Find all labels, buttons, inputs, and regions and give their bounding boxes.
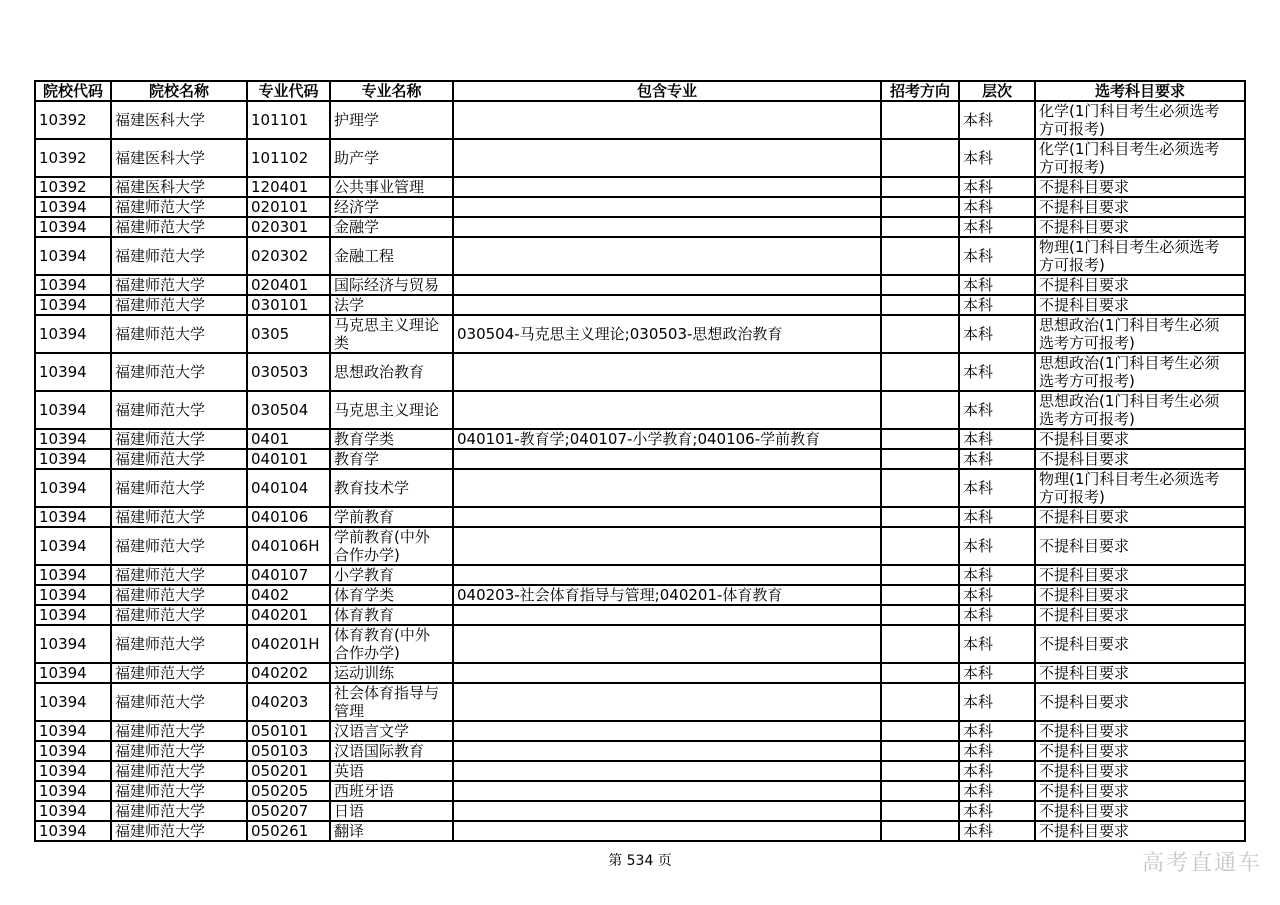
column-header-requirement: 选考科目要求 (1035, 81, 1245, 101)
cell-included_majors (453, 625, 881, 663)
cell-college_code: 10394 (35, 527, 111, 565)
cell-college_name: 福建师范大学 (111, 761, 247, 781)
cell-requirement: 不提科目要求 (1035, 741, 1245, 761)
cell-college_code: 10394 (35, 275, 111, 295)
cell-college_name: 福建师范大学 (111, 565, 247, 585)
table-row (35, 139, 1245, 177)
cell-included_majors (453, 275, 881, 295)
cell-level: 本科 (959, 295, 1035, 315)
cell-level: 本科 (959, 429, 1035, 449)
cell-direction (881, 197, 959, 217)
cell-requirement: 不提科目要求 (1035, 781, 1245, 801)
cell-direction (881, 761, 959, 781)
table-row (35, 801, 1245, 821)
cell-college_name: 福建师范大学 (111, 449, 247, 469)
cell-major_name: 体育学类 (330, 585, 453, 605)
cell-level: 本科 (959, 391, 1035, 429)
cell-college_name: 福建师范大学 (111, 683, 247, 721)
cell-college_code: 10394 (35, 741, 111, 761)
cell-college_code: 10394 (35, 315, 111, 353)
cell-major_name: 公共事业管理 (330, 177, 453, 197)
cell-major_name: 西班牙语 (330, 781, 453, 801)
cell-major_code: 120401 (247, 177, 330, 197)
cell-level: 本科 (959, 353, 1035, 391)
cell-requirement: 不提科目要求 (1035, 295, 1245, 315)
cell-major_name: 学前教育 (330, 507, 453, 527)
cell-major_name: 日语 (330, 801, 453, 821)
cell-direction (881, 721, 959, 741)
cell-requirement: 不提科目要求 (1035, 683, 1245, 721)
cell-college_code: 10394 (35, 217, 111, 237)
column-header-college_name: 院校名称 (111, 81, 247, 101)
cell-requirement: 不提科目要求 (1035, 625, 1245, 663)
cell-major_code: 030101 (247, 295, 330, 315)
cell-major_name: 社会体育指导与管理 (330, 683, 453, 721)
page-number: 第 534 页 (608, 853, 672, 869)
cell-included_majors (453, 663, 881, 683)
cell-included_majors (453, 821, 881, 841)
cell-requirement: 物理(1门科目考生必须选考方可报考) (1035, 469, 1245, 507)
table-row (35, 101, 1245, 139)
cell-level: 本科 (959, 741, 1035, 761)
table-row (35, 315, 1245, 353)
cell-level: 本科 (959, 565, 1035, 585)
table-row (35, 391, 1245, 429)
cell-direction (881, 821, 959, 841)
cell-level: 本科 (959, 315, 1035, 353)
table-header-row (35, 81, 1245, 101)
cell-direction (881, 507, 959, 527)
cell-major_name: 教育技术学 (330, 469, 453, 507)
cell-college_name: 福建师范大学 (111, 391, 247, 429)
cell-college_code: 10394 (35, 683, 111, 721)
column-header-major_name: 专业名称 (330, 81, 453, 101)
cell-major_code: 040107 (247, 565, 330, 585)
cell-level: 本科 (959, 507, 1035, 527)
cell-direction (881, 663, 959, 683)
cell-major_code: 020301 (247, 217, 330, 237)
cell-direction (881, 527, 959, 565)
cell-college_name: 福建师范大学 (111, 275, 247, 295)
cell-major_code: 050207 (247, 801, 330, 821)
cell-college_code: 10392 (35, 139, 111, 177)
cell-college_name: 福建师范大学 (111, 625, 247, 663)
cell-level: 本科 (959, 101, 1035, 139)
column-header-college_code: 院校代码 (35, 81, 111, 101)
cell-included_majors (453, 237, 881, 275)
cell-requirement: 化学(1门科目考生必须选考方可报考) (1035, 101, 1245, 139)
cell-included_majors (453, 217, 881, 237)
cell-direction (881, 801, 959, 821)
cell-level: 本科 (959, 625, 1035, 663)
cell-direction (881, 605, 959, 625)
cell-college_name: 福建师范大学 (111, 605, 247, 625)
cell-college_code: 10394 (35, 391, 111, 429)
cell-included_majors (453, 721, 881, 741)
cell-college_code: 10394 (35, 721, 111, 741)
cell-requirement: 不提科目要求 (1035, 821, 1245, 841)
cell-major_code: 030503 (247, 353, 330, 391)
cell-major_code: 101101 (247, 101, 330, 139)
cell-included_majors: 040101-教育学;040107-小学教育;040106-学前教育 (453, 429, 881, 449)
cell-major_name: 马克思主义理论 (330, 391, 453, 429)
cell-direction (881, 429, 959, 449)
cell-college_code: 10394 (35, 197, 111, 217)
cell-major_code: 050261 (247, 821, 330, 841)
cell-college_name: 福建师范大学 (111, 315, 247, 353)
cell-major_name: 小学教育 (330, 565, 453, 585)
cell-college_code: 10394 (35, 237, 111, 275)
table-row (35, 683, 1245, 721)
cell-major_code: 040101 (247, 449, 330, 469)
cell-requirement: 不提科目要求 (1035, 801, 1245, 821)
cell-direction (881, 565, 959, 585)
cell-college_code: 10394 (35, 821, 111, 841)
cell-college_code: 10394 (35, 781, 111, 801)
table-row (35, 217, 1245, 237)
cell-included_majors (453, 761, 881, 781)
cell-major_name: 助产学 (330, 139, 453, 177)
cell-direction (881, 353, 959, 391)
table-row (35, 625, 1245, 663)
cell-college_code: 10394 (35, 663, 111, 683)
cell-requirement: 不提科目要求 (1035, 721, 1245, 741)
cell-major_name: 护理学 (330, 101, 453, 139)
cell-college_code: 10394 (35, 761, 111, 781)
cell-college_code: 10392 (35, 101, 111, 139)
cell-college_name: 福建师范大学 (111, 237, 247, 275)
cell-included_majors (453, 781, 881, 801)
table-row (35, 237, 1245, 275)
cell-college_name: 福建师范大学 (111, 741, 247, 761)
cell-direction (881, 101, 959, 139)
cell-level: 本科 (959, 449, 1035, 469)
cell-level: 本科 (959, 605, 1035, 625)
watermark-brand: 高考直通车 (1141, 851, 1262, 876)
cell-level: 本科 (959, 781, 1035, 801)
cell-college_name: 福建医科大学 (111, 101, 247, 139)
cell-college_code: 10394 (35, 429, 111, 449)
cell-college_name: 福建师范大学 (111, 469, 247, 507)
table-row (35, 741, 1245, 761)
cell-included_majors (453, 295, 881, 315)
cell-major_name: 翻译 (330, 821, 453, 841)
cell-requirement: 不提科目要求 (1035, 449, 1245, 469)
cell-major_name: 经济学 (330, 197, 453, 217)
cell-direction (881, 585, 959, 605)
cell-college_code: 10394 (35, 449, 111, 469)
table-row (35, 449, 1245, 469)
cell-major_code: 040202 (247, 663, 330, 683)
cell-direction (881, 237, 959, 275)
table-row (35, 821, 1245, 841)
table-row (35, 429, 1245, 449)
table-row (35, 721, 1245, 741)
cell-requirement: 不提科目要求 (1035, 585, 1245, 605)
cell-college_code: 10394 (35, 353, 111, 391)
table-row (35, 781, 1245, 801)
cell-major_code: 030504 (247, 391, 330, 429)
cell-included_majors (453, 391, 881, 429)
cell-major_code: 040106H (247, 527, 330, 565)
cell-requirement: 思想政治(1门科目考生必须选考方可报考) (1035, 353, 1245, 391)
cell-requirement: 不提科目要求 (1035, 275, 1245, 295)
cell-major_name: 金融学 (330, 217, 453, 237)
cell-major_name: 马克思主义理论类 (330, 315, 453, 353)
cell-level: 本科 (959, 275, 1035, 295)
cell-included_majors: 030504-马克思主义理论;030503-思想政治教育 (453, 315, 881, 353)
cell-college_code: 10394 (35, 295, 111, 315)
cell-level: 本科 (959, 197, 1035, 217)
cell-included_majors (453, 449, 881, 469)
cell-level: 本科 (959, 177, 1035, 197)
cell-college_name: 福建师范大学 (111, 527, 247, 565)
cell-included_majors (453, 507, 881, 527)
cell-major_code: 050103 (247, 741, 330, 761)
cell-direction (881, 741, 959, 761)
cell-direction (881, 177, 959, 197)
cell-requirement: 不提科目要求 (1035, 605, 1245, 625)
cell-major_code: 040104 (247, 469, 330, 507)
table-body (35, 101, 1245, 841)
cell-requirement: 不提科目要求 (1035, 507, 1245, 527)
cell-direction (881, 391, 959, 429)
cell-included_majors (453, 741, 881, 761)
cell-major_code: 020401 (247, 275, 330, 295)
column-header-direction: 招考方向 (881, 81, 959, 101)
cell-major_name: 教育学 (330, 449, 453, 469)
cell-major_code: 050201 (247, 761, 330, 781)
cell-college_name: 福建师范大学 (111, 353, 247, 391)
majors-table (34, 80, 1246, 842)
cell-requirement: 思想政治(1门科目考生必须选考方可报考) (1035, 391, 1245, 429)
cell-requirement: 不提科目要求 (1035, 217, 1245, 237)
cell-major_name: 思想政治教育 (330, 353, 453, 391)
cell-included_majors (453, 197, 881, 217)
cell-college_code: 10394 (35, 507, 111, 527)
cell-major_code: 040106 (247, 507, 330, 527)
cell-included_majors (453, 139, 881, 177)
cell-included_majors (453, 801, 881, 821)
cell-requirement: 不提科目要求 (1035, 527, 1245, 565)
cell-major_name: 汉语言文学 (330, 721, 453, 741)
cell-level: 本科 (959, 237, 1035, 275)
cell-direction (881, 781, 959, 801)
cell-direction (881, 275, 959, 295)
table-row (35, 275, 1245, 295)
cell-college_name: 福建师范大学 (111, 585, 247, 605)
cell-requirement: 不提科目要求 (1035, 177, 1245, 197)
cell-college_name: 福建师范大学 (111, 507, 247, 527)
table-row (35, 605, 1245, 625)
cell-major_name: 英语 (330, 761, 453, 781)
cell-requirement: 不提科目要求 (1035, 565, 1245, 585)
cell-major_code: 020302 (247, 237, 330, 275)
table-header (35, 81, 1245, 101)
cell-major_name: 汉语国际教育 (330, 741, 453, 761)
table-row (35, 527, 1245, 565)
cell-level: 本科 (959, 469, 1035, 507)
cell-college_name: 福建医科大学 (111, 177, 247, 197)
table-row (35, 469, 1245, 507)
cell-included_majors (453, 469, 881, 507)
cell-college_name: 福建医科大学 (111, 139, 247, 177)
cell-college_name: 福建师范大学 (111, 821, 247, 841)
cell-requirement: 不提科目要求 (1035, 761, 1245, 781)
cell-level: 本科 (959, 683, 1035, 721)
cell-major_name: 国际经济与贸易 (330, 275, 453, 295)
cell-college_name: 福建师范大学 (111, 663, 247, 683)
cell-level: 本科 (959, 527, 1035, 565)
cell-level: 本科 (959, 663, 1035, 683)
cell-included_majors (453, 605, 881, 625)
cell-level: 本科 (959, 821, 1035, 841)
cell-major_code: 050101 (247, 721, 330, 741)
cell-direction (881, 625, 959, 663)
cell-included_majors (453, 527, 881, 565)
cell-direction (881, 683, 959, 721)
cell-requirement: 思想政治(1门科目考生必须选考方可报考) (1035, 315, 1245, 353)
cell-level: 本科 (959, 801, 1035, 821)
cell-college_name: 福建师范大学 (111, 429, 247, 449)
table-row (35, 761, 1245, 781)
cell-major_name: 体育教育 (330, 605, 453, 625)
cell-level: 本科 (959, 217, 1035, 237)
table-row (35, 663, 1245, 683)
cell-requirement: 不提科目要求 (1035, 429, 1245, 449)
cell-college_code: 10394 (35, 469, 111, 507)
cell-level: 本科 (959, 761, 1035, 781)
cell-major_name: 法学 (330, 295, 453, 315)
cell-major_code: 0401 (247, 429, 330, 449)
cell-direction (881, 295, 959, 315)
cell-college_code: 10394 (35, 605, 111, 625)
cell-college_code: 10394 (35, 565, 111, 585)
cell-major_name: 学前教育(中外合作办学) (330, 527, 453, 565)
cell-direction (881, 315, 959, 353)
cell-major_name: 运动训练 (330, 663, 453, 683)
column-header-included_majors: 包含专业 (453, 81, 881, 101)
cell-college_name: 福建师范大学 (111, 781, 247, 801)
cell-major_code: 040201 (247, 605, 330, 625)
cell-major_name: 金融工程 (330, 237, 453, 275)
table-row (35, 177, 1245, 197)
cell-college_name: 福建师范大学 (111, 721, 247, 741)
cell-major_code: 101102 (247, 139, 330, 177)
cell-included_majors (453, 177, 881, 197)
cell-included_majors (453, 353, 881, 391)
cell-major_code: 0402 (247, 585, 330, 605)
column-header-level: 层次 (959, 81, 1035, 101)
cell-direction (881, 139, 959, 177)
cell-level: 本科 (959, 585, 1035, 605)
cell-included_majors: 040203-社会体育指导与管理;040201-体育教育 (453, 585, 881, 605)
cell-college_code: 10392 (35, 177, 111, 197)
cell-requirement: 化学(1门科目考生必须选考方可报考) (1035, 139, 1245, 177)
cell-college_name: 福建师范大学 (111, 295, 247, 315)
table-row (35, 565, 1245, 585)
cell-direction (881, 449, 959, 469)
page-footer (0, 850, 1280, 870)
cell-major_code: 020101 (247, 197, 330, 217)
cell-major_code: 050205 (247, 781, 330, 801)
table-row (35, 353, 1245, 391)
cell-direction (881, 217, 959, 237)
cell-requirement: 不提科目要求 (1035, 663, 1245, 683)
column-header-major_code: 专业代码 (247, 81, 330, 101)
cell-level: 本科 (959, 721, 1035, 741)
cell-college_code: 10394 (35, 801, 111, 821)
cell-major_name: 体育教育(中外合作办学) (330, 625, 453, 663)
cell-requirement: 不提科目要求 (1035, 197, 1245, 217)
cell-major_code: 040201H (247, 625, 330, 663)
cell-college_name: 福建师范大学 (111, 197, 247, 217)
cell-included_majors (453, 565, 881, 585)
cell-college_name: 福建师范大学 (111, 217, 247, 237)
cell-college_code: 10394 (35, 625, 111, 663)
table-row (35, 197, 1245, 217)
cell-included_majors (453, 101, 881, 139)
cell-college_name: 福建师范大学 (111, 801, 247, 821)
cell-college_code: 10394 (35, 585, 111, 605)
cell-major_code: 040203 (247, 683, 330, 721)
cell-level: 本科 (959, 139, 1035, 177)
table-row (35, 585, 1245, 605)
table-row (35, 507, 1245, 527)
cell-included_majors (453, 683, 881, 721)
table-row (35, 295, 1245, 315)
cell-major_name: 教育学类 (330, 429, 453, 449)
cell-direction (881, 469, 959, 507)
cell-requirement: 物理(1门科目考生必须选考方可报考) (1035, 237, 1245, 275)
cell-major_code: 0305 (247, 315, 330, 353)
